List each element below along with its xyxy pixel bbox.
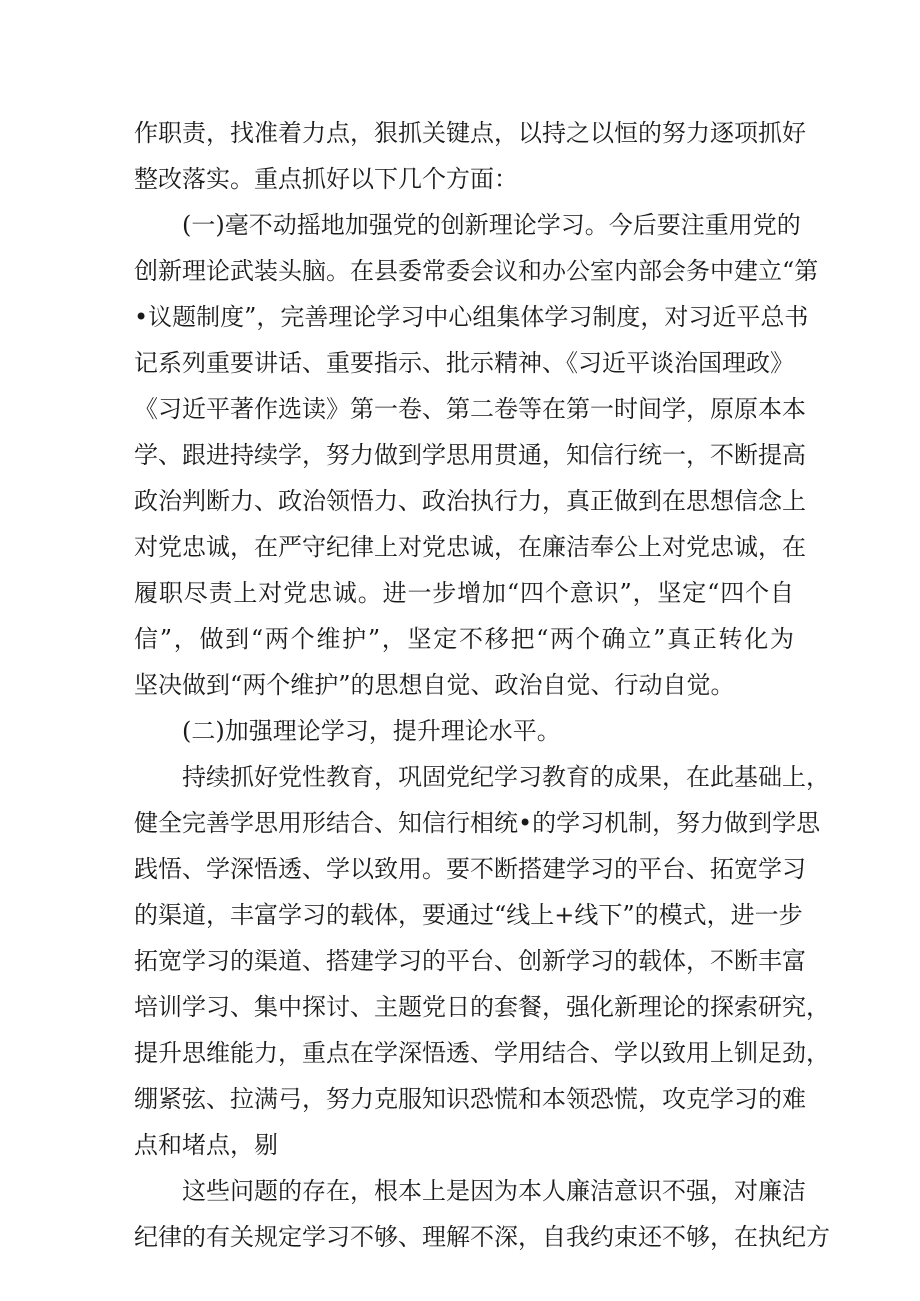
text-line: 践悟、学深悟透、学以致用。要不断搭建学习的平台、拓宽学习: [134, 855, 806, 883]
text-line: 绷紧弦、拉满弓，努力克服知识恐慌和本领恐慌，攻克学习的难: [134, 1085, 806, 1113]
paragraph-analysis: [134, 1168, 830, 1260]
section-heading-line: (二)加强理论学习，提升理论水平。: [182, 717, 561, 745]
text-line: 政治判断力、政治领悟力、政治执行力，真正做到在思想信念上: [134, 487, 806, 515]
paragraph-section-two-heading: [134, 708, 794, 754]
text-line: 学、跟进持续学，努力做到学思用贯通，知信行统一，不断提高: [134, 441, 806, 469]
text-line: 拓宽学习的渠道、搭建学习的平台、创新学习的载体，不断丰富: [134, 947, 806, 975]
text-line: 持续抓好党性教育，巩固党纪学习教育的成果，在此基础上，: [182, 763, 830, 791]
text-line: 这些问题的存在，根本上是因为本人廉洁意识不强，对廉洁: [182, 1177, 806, 1205]
document-body: [134, 110, 830, 1260]
text-line: 整改落实。重点抓好以下几个方面：: [134, 165, 518, 193]
text-line: 坚决做到“两个维护”的思想自觉、政治自觉、行动自觉。: [134, 671, 735, 699]
paragraph-section-two-body: [134, 754, 830, 1168]
text-line: 提升思维能力，重点在学深悟透、学用结合、学以致用上钏足劲，: [134, 1039, 830, 1067]
section-heading-line: (一)毫不动摇地加强党的创新理论学习。今后要注重用党的: [182, 211, 801, 239]
text-line: 履职尽责上对党忠诚。进一步增加“四个意识”，坚定“四个自: [134, 579, 794, 607]
text-line: 《习近平著作选读》第一卷、第二卷等在第一时间学，原原本本: [134, 395, 806, 423]
text-line: 健全完善学思用形结合、知信行相统•的学习机制，努力做到学思: [134, 809, 821, 837]
text-line: 作职责，找准着力点，狠抓关键点，以持之以恒的努力逐项抓好: [134, 119, 806, 147]
text-line: 纪律的有关规定学习不够、理解不深，自我约束还不够，在执纪方: [134, 1223, 830, 1251]
text-line: 创新理论武装头脑。在县委常委会议和办公室内部会务中建立“第: [134, 257, 819, 285]
text-line: 对党忠诚，在严守纪律上对党忠诚，在廉洁奉公上对党忠诚，在: [134, 533, 806, 561]
text-line: 信”，做到“两个维护”，坚定不移把“两个确立”真正转化为: [134, 625, 794, 653]
text-line: 点和堵点，剔: [134, 1131, 278, 1159]
text-line: 记系列重要讲话、重要指示、批示精神、《习近平谈治国理政》: [134, 349, 794, 377]
text-line: 培训学习、集中探讨、主题党日的套餐，强化新理论的探索研究，: [134, 993, 830, 1021]
text-line: •议题制度”，完善理论学习中心组集体学习制度，对习近平总书: [134, 303, 809, 331]
paragraph-section-one: [134, 202, 819, 708]
text-line: 的渠道，丰富学习的载体，要通过“线上+线下”的模式，进一步: [134, 901, 803, 929]
paragraph-continuation: [134, 110, 806, 202]
